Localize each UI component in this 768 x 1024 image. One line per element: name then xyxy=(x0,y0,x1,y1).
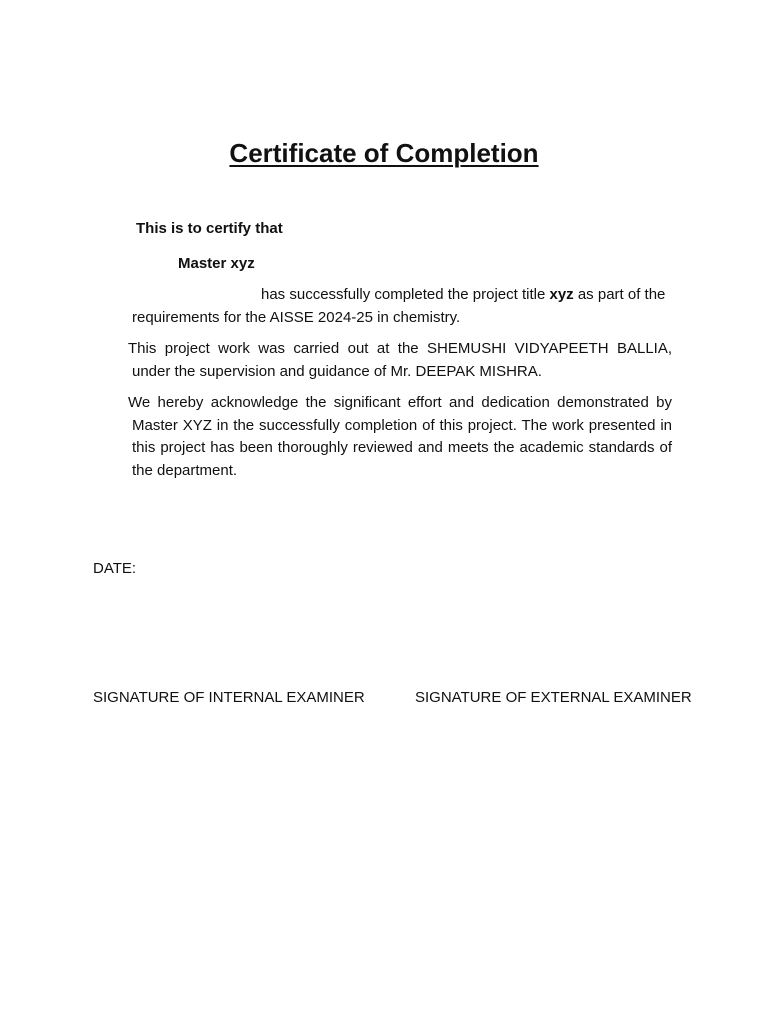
completion-text-before: has successfully completed the project title xyxy=(261,286,550,303)
acknowledgement-paragraph: We hereby acknowledge the significant effort and dedication demonstrated by Master XYZ in the successfully completion of this project. The work presented in this project has been thoroughly reviewed and meets the academic standards of the department. xyxy=(128,394,672,479)
internal-examiner-signature: SIGNATURE OF INTERNAL EXAMINER xyxy=(93,689,365,706)
project-title: xyz xyxy=(549,286,574,303)
certify-line: This is to certify that xyxy=(136,220,283,237)
recipient-name: Master xyz xyxy=(178,255,255,272)
date-label: DATE: xyxy=(93,560,137,577)
supervision-paragraph: This project work was carried out at the SHEMUSHI VIDYAPEETH BALLIA, under the supervision and guidance of Mr. DEEPAK MISHRA. xyxy=(128,340,672,380)
external-examiner-signature: SIGNATURE OF EXTERNAL EXAMINER xyxy=(415,689,692,706)
completion-paragraph xyxy=(132,284,672,329)
completion-text-after: as part of the requirements for the AISSE 2024-25 in chemistry. xyxy=(132,286,666,326)
certificate-title-text: Certificate of Completion xyxy=(229,138,539,168)
certificate-title xyxy=(0,136,768,170)
